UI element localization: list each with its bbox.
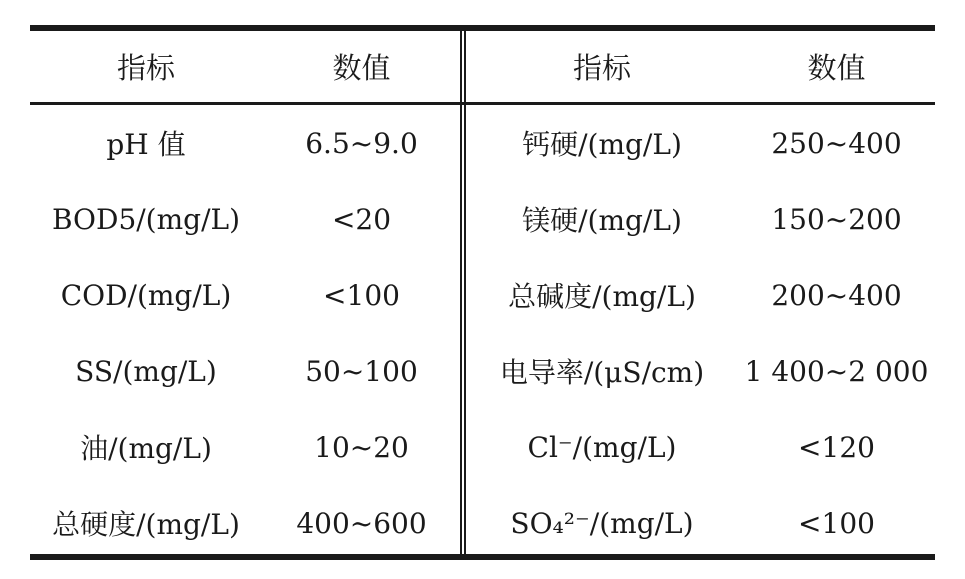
table-cell: 150~200	[771, 202, 902, 236]
header-value-right: 数值	[807, 51, 866, 85]
table-cell: 总碱度/(mg/L)	[508, 280, 696, 313]
table-cell: 镁硬/(mg/L)	[522, 204, 682, 237]
data-table	[30, 25, 935, 560]
table-cell: <100	[798, 506, 875, 540]
table-cell: 6.5~9.0	[305, 126, 418, 160]
table-cell: 50~100	[305, 354, 418, 388]
table-row	[30, 257, 935, 333]
table-cell: 1 400~2 000	[744, 354, 929, 388]
table-cell: BOD5/(mg/L)	[51, 202, 241, 236]
table-grid	[30, 31, 935, 561]
table-cell: pH 值	[106, 128, 186, 161]
table-cell: <20	[331, 202, 392, 236]
table-cell: <120	[798, 430, 875, 464]
table-cell: SO₄²⁻/(mg/L)	[510, 506, 694, 540]
table-cell: 钙硬/(mg/L)	[522, 128, 682, 161]
table-cell: 电导率/(μS/cm)	[499, 356, 705, 389]
table-cell: 250~400	[771, 126, 902, 160]
table-row	[30, 333, 935, 409]
header-indicator-right: 指标	[572, 51, 631, 85]
table-cell: 总硬度/(mg/L)	[52, 508, 240, 541]
table-cell: 10~20	[314, 430, 409, 464]
table-header-row	[30, 31, 935, 102]
table-row	[30, 485, 935, 561]
header-value-left: 数值	[332, 51, 391, 85]
table-cell: COD/(mg/L)	[60, 278, 232, 312]
table-cell: Cl⁻/(mg/L)	[527, 430, 677, 464]
header-indicator-left: 指标	[116, 51, 175, 85]
table-cell: 200~400	[771, 278, 902, 312]
table-row	[30, 105, 935, 181]
table-cell: SS/(mg/L)	[75, 354, 217, 388]
table-cell: 油/(mg/L)	[80, 432, 212, 465]
table-row	[30, 409, 935, 485]
table-cell: 400~600	[296, 506, 427, 540]
table-cell: <100	[323, 278, 400, 312]
table-row	[30, 181, 935, 257]
